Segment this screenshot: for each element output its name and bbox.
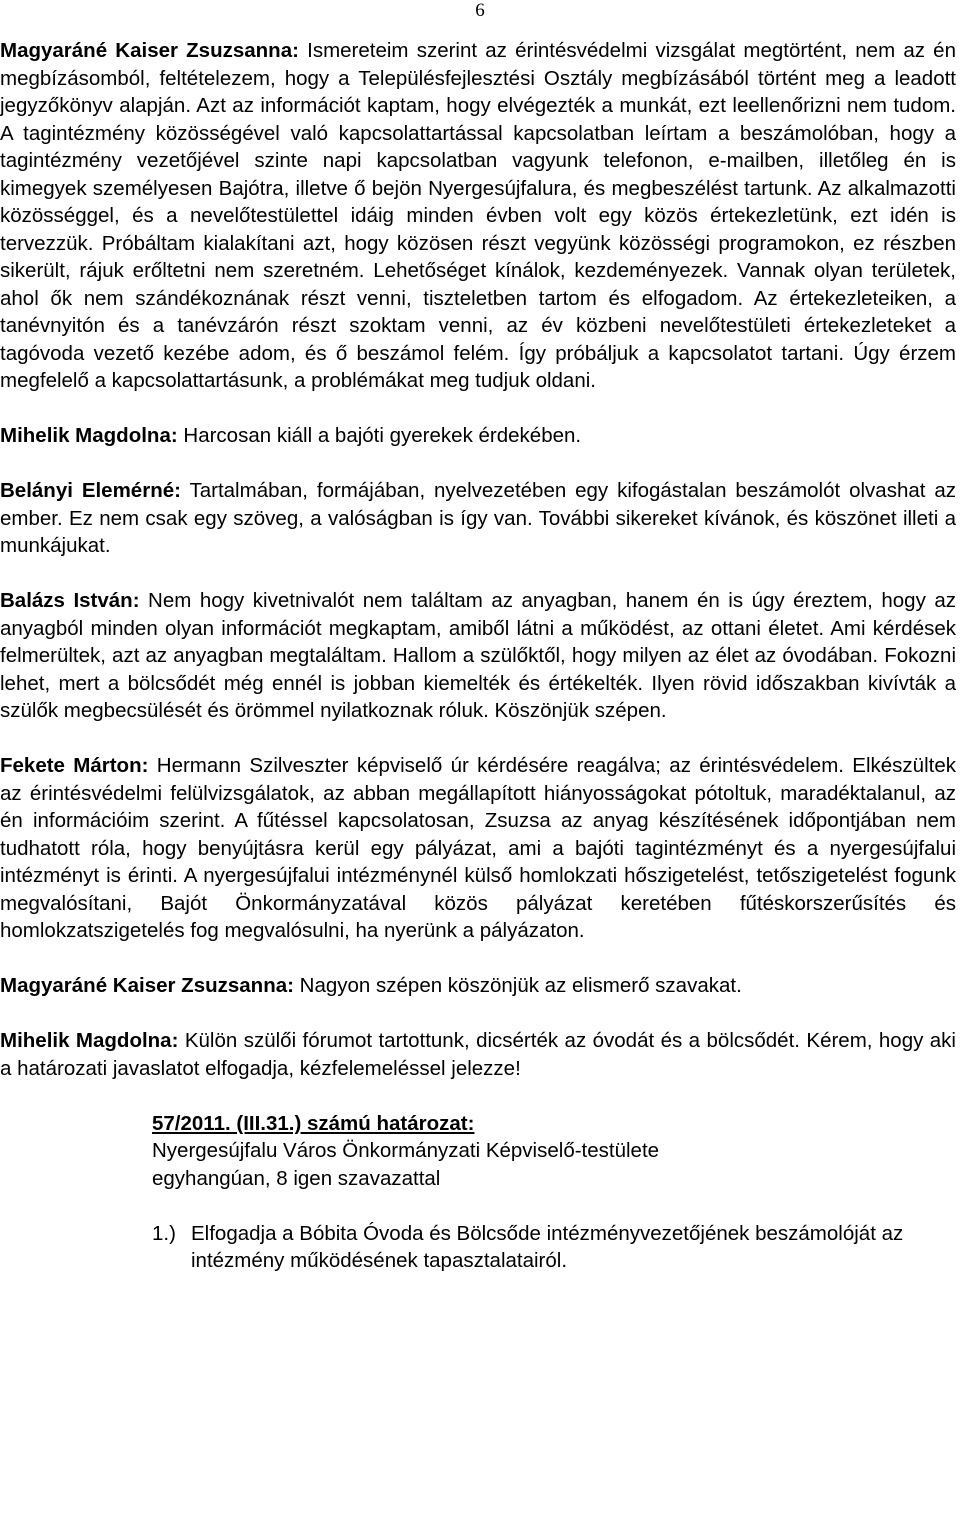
speaker-name: Fekete Márton:	[0, 754, 149, 777]
paragraph-2	[0, 422, 956, 450]
document-body	[0, 37, 956, 1275]
speaker-name: Balázs István:	[0, 589, 140, 612]
paragraph-5	[0, 752, 956, 945]
resolution-vote: egyhangúan, 8 igen szavazattal	[152, 1166, 441, 1190]
paragraph-text: Harcosan kiáll a bajóti gyerekek érdekében.	[183, 424, 582, 447]
paragraph-4	[0, 587, 956, 725]
paragraph-7	[0, 1027, 956, 1082]
list-item	[152, 1220, 956, 1275]
speaker-name: Magyaráné Kaiser Zsuzsanna:	[0, 39, 299, 62]
resolution-block	[152, 1110, 956, 1193]
paragraph-text: Nem hogy kivetnivalót nem találtam az anyagban, hanem én is úgy éreztem, hogy az anyagból minden olyan információt megkaptam, amiből látni a működést, az ottani életet. Ami kérdések felmerültek, azt az anyagban megtaláltam. Hallom a szülőktől, hogy milyen az élet az óvodában. Fokozni lehet, mert a bölcsődét még ennél is jobban kiemelték és értékelték. Ilyen rövid időszakban kivívták a szülők megbecsülését és örömmel nyilatkoznak róluk. Köszönjük szépen.	[0, 589, 956, 722]
speaker-name: Magyaráné Kaiser Zsuzsanna:	[0, 974, 294, 997]
resolution-title: 57/2011. (III.31.) számú határozat:	[152, 1111, 475, 1135]
paragraph-text: Nagyon szépen köszönjük az elismerő szavakat.	[299, 974, 742, 997]
paragraph-1	[0, 37, 956, 395]
speaker-name: Mihelik Magdolna:	[0, 424, 178, 447]
page-number: 6	[475, 0, 485, 21]
paragraph-6	[0, 972, 956, 1000]
paragraph-text: Külön szülői fórumot tartottunk, dicsérték az óvodát és a bölcsődét. Kérem, hogy aki a határozati javaslatot elfogadja, kézfelemeléssel jelezze!	[0, 1029, 956, 1080]
paragraph-3	[0, 477, 956, 560]
list-item-text: Elfogadja a Bóbita Óvoda és Bölcsőde intézményvezetőjének beszámolóját az intézmény működésének tapasztalatairól.	[191, 1221, 904, 1272]
speaker-name: Belányi Elemérné:	[0, 479, 181, 502]
speaker-name: Mihelik Magdolna:	[0, 1029, 179, 1052]
list-marker: 1.)	[152, 1221, 176, 1245]
resolution-body: Nyergesújfalu Város Önkormányzati Képviselő-testülete	[152, 1139, 660, 1162]
paragraph-text: Hermann Szilveszter képviselő úr kérdésére reagálva; az érintésvédelem. Elkészültek az érintésvédelmi felülvizsgálatok, az abban megállapított hiányosságokat pótoltuk, maradéktalanul, az én információim szerint. A fűtéssel kapcsolatosan, Zsuzsa az anyag készítésének időpontjában nem tudhatott róla, hogy benyújtásra kerül egy pályázat, ami a bajóti tagintézményt és a nyergesújfalui intézményt is érinti. A nyergesújfalui intézménynél külső homlokzati hőszigetelést, tetőszigetelést fogunk megvalósítani, Bajót Önkormányzatával közös pályázat keretében fűtéskorszerűsítés és homlokzatszigetelés fog megvalósulni, ha nyerünk a pályázaton.	[0, 754, 956, 942]
paragraph-text: Tartalmában, formájában, nyelvezetében egy kifogástalan beszámolót olvashat az ember. Ez nem csak egy szöveg, a valóságban is így van. További sikereket kívánok, és köszönet illeti a munkájukat.	[0, 479, 957, 557]
paragraph-text: Ismereteim szerint az érintésvédelmi vizsgálat megtörtént, nem az én megbízásomból, feltételezem, hogy a Településfejlesztési Osztály megbízásából történt meg a leadott jegyzőkönyv alapján. Azt az információt kaptam, hogy elvégezték a munkát, ezt leellenőrizni nem tudom. A tagintézmény közösségével való kapcsolattartással kapcsolatban leírtam a beszámolóban, hogy a tagintézmény vezetőjével szinte napi kapcsolatban vagyunk telefonon, e-mailben, illetőleg én is kimegyek személyesen Bajótra, illetve ő bejön Nyergesújfalura, és megbeszélést tartunk. Az alkalmazotti közösséggel, és a nevelőtestülettel idáig minden évben volt egy közös értekezletünk, ezt idén is tervezzük. Próbáltam kialakítani azt, hogy közösen részt vegyünk közösségi programokon, ez részben sikerült, rájuk erőltetni nem szeretném. Lehetőséget kínálok, kezdeményezek. Vannak olyan területek, ahol ők nem szándékoznának részt venni, tiszteletben tartom és elfogadom. Az értekezleteiken, a tanévnyitón és a tanévzárón részt szoktam venni, az év közbeni nevelőtestületi értekezleteket a tagóvoda vezető kezébe adom, és ő beszámol felém. Így próbáljuk a kapcsolatot tartani. Úgy érzem megfelelő a kapcsolattartásunk, a problémákat meg tudjuk oldani.	[0, 39, 956, 392]
